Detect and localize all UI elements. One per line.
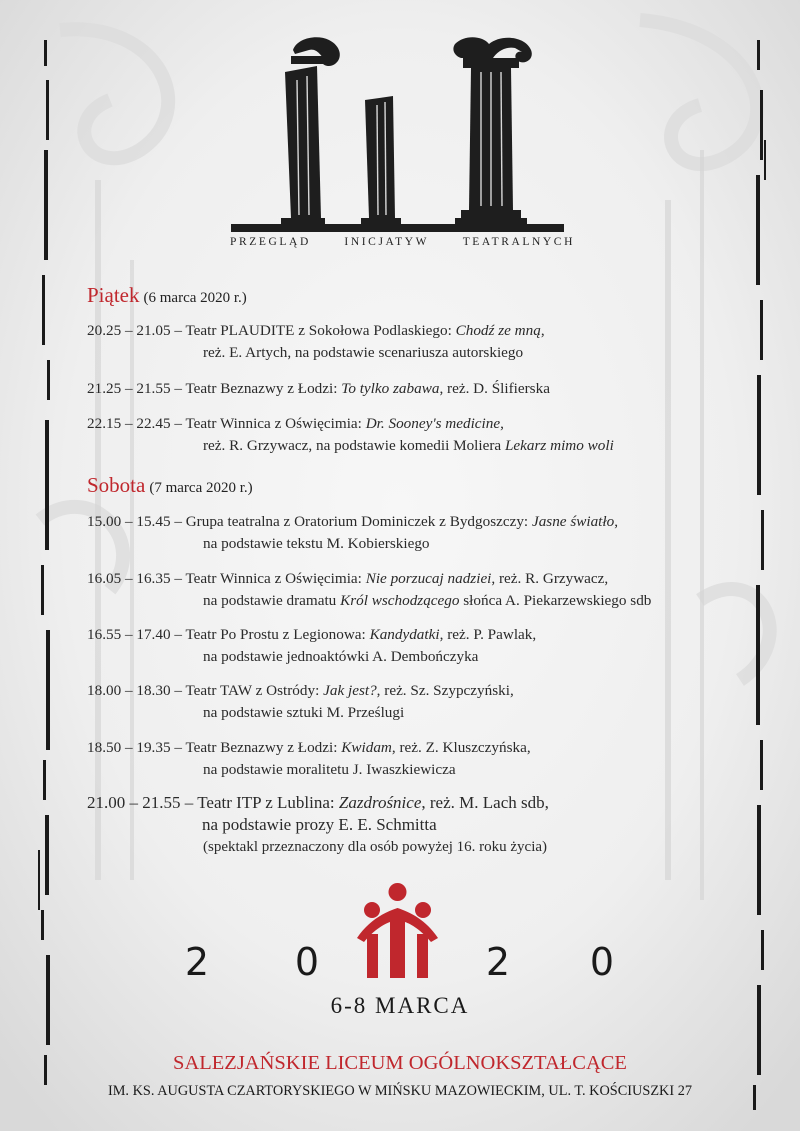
year-digit: 2	[485, 940, 511, 984]
day-name: Sobota	[87, 473, 146, 497]
school-address: IM. KS. AUGUSTA CZARTORYSKIEGO W MIŃSKU MAZOWIECKIM, UL. T. KOŚCIUSZKI 27	[107, 1083, 693, 1099]
three-figures-emblem-icon	[355, 882, 440, 980]
subtitle-word: TEATRALNYCH	[462, 236, 575, 248]
year-digit: 0	[294, 940, 320, 984]
schedule-item: 16.05 – 16.35 – Teatr Winnica z Oświęcimia: Nie porzucaj nadziei, reż. R. Grzywacz, na podstawie dramatu Król wschodzącego słońca A. Piekarzewskiego sdb	[87, 570, 652, 609]
schedule-item: 18.50 – 19.35 – Teatr Beznazwy z Łodzi: Kwidam, reż. Z. Kluszczyńska, na podstawie moralitetu J. Iwaszkiewicza	[87, 739, 531, 778]
subtitle-word: INICJATYW	[344, 236, 430, 248]
schedule-item: 21.25 – 21.55 – Teatr Beznazwy z Łodzi: To tylko zabawa, reż. D. Ślifierska	[87, 380, 550, 397]
schedule-item: 18.00 – 18.30 – Teatr TAW z Ostródy: Jak jest?, reż. Sz. Szypczyński, na podstawie sztuki M. Prześlugi	[87, 682, 514, 721]
festival-subtitle	[230, 236, 575, 248]
schedule-item: 20.25 – 21.05 – Teatr PLAUDITE z Sokołowa Podlaskiego: Chodź ze mną, reż. E. Artych, na podstawie scenariusza autorskiego	[87, 322, 545, 361]
schedule-item: 15.00 – 15.45 – Grupa teatralna z Oratorium Dominiczek z Bydgoszczy: Jasne światło, na podstawie tekstu M. Kobierskiego	[87, 513, 619, 552]
festival-dates: 6-8 MARCA	[330, 993, 470, 1018]
day-heading-saturday	[87, 473, 253, 498]
schedule-item: 21.00 – 21.55 – Teatr ITP z Lublina: Zazdrośnice, reż. M. Lach sdb, na podstawie prozy E. E. Schmitta (spektakl przeznaczony dla osób powyżej 16. roku życia)	[87, 793, 549, 855]
day-date: (6 marca 2020 r.)	[143, 290, 247, 306]
three-columns-icon	[225, 30, 570, 240]
year-digit: 2	[184, 940, 210, 984]
day-date: (7 marca 2020 r.)	[149, 480, 253, 496]
schedule-item: 16.55 – 17.40 – Teatr Po Prostu z Legionowa: Kandydatki, reż. P. Pawlak, na podstawie jednoaktówki A. Dembończyka	[87, 626, 537, 665]
subtitle-word: PRZEGLĄD	[230, 236, 311, 248]
day-name: Piątek	[87, 283, 140, 307]
year-digit: 0	[589, 940, 615, 984]
day-heading-friday	[87, 283, 247, 308]
schedule-item: 22.15 – 22.45 – Teatr Winnica z Oświęcimia: Dr. Sooney's medicine, reż. R. Grzywacz, na podstawie komedii Moliera Lekarz mimo woli	[87, 415, 614, 454]
school-name: SALEZJAŃSKIE LICEUM OGÓLNOKSZTAŁCĄCE	[173, 1052, 627, 1074]
